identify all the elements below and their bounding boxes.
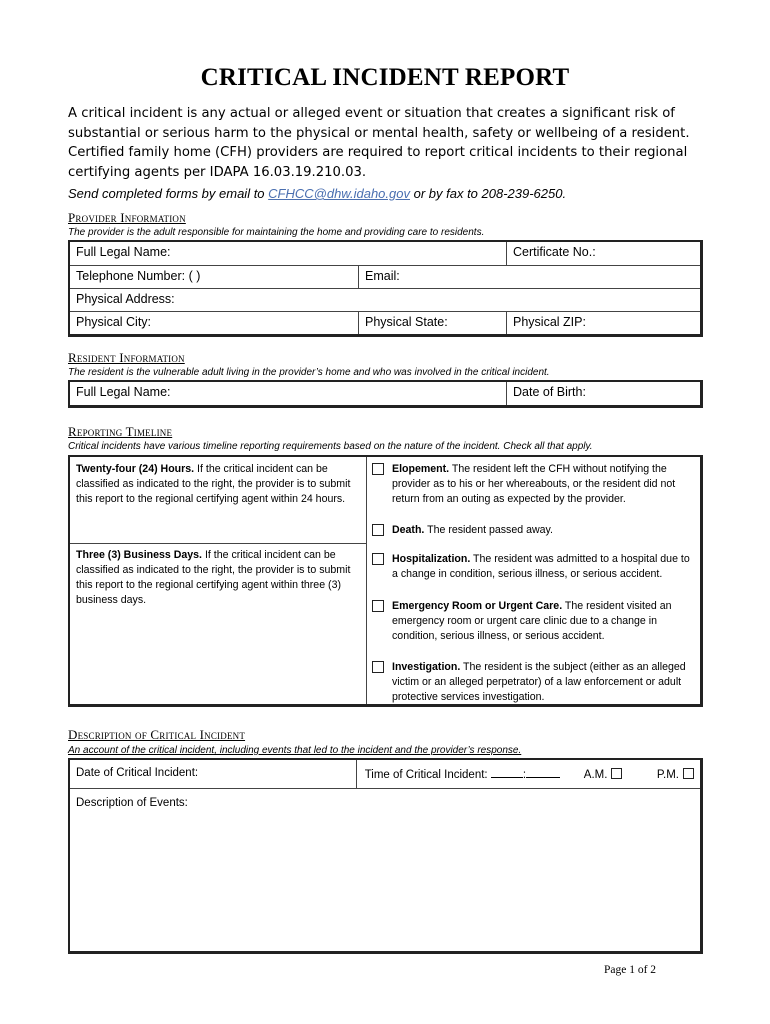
death-title: Death.: [392, 524, 425, 536]
send-prefix: Send completed forms by email to: [68, 186, 269, 201]
incident-date-field[interactable]: Date of Critical Incident:: [70, 760, 357, 788]
am-label: A.M.: [583, 769, 608, 781]
timeline-24-hours: [76, 462, 360, 507]
certificate-field[interactable]: Certificate No.:: [506, 242, 700, 265]
send-instructions: [68, 186, 566, 201]
resident-heading: Resident Information: [68, 350, 185, 365]
investigation-option[interactable]: [372, 660, 697, 705]
time-label: Time of Critical Incident:: [364, 769, 488, 781]
incident-time-field[interactable]: [357, 760, 700, 788]
send-suffix: or by fax to 208-239-6250.: [409, 186, 567, 201]
investigation-text: The resident is the subject (either as an alleged victim or an alleged perpetrator) of a law enforcement or adult protective services investigation.: [392, 661, 686, 703]
timeline-3-days: [76, 548, 360, 608]
resident-subtitle: The resident is the vulnerable adult living in the provider’s home and who was involved in the critical incident.: [68, 367, 550, 378]
page-title: CRITICAL INCIDENT REPORT: [200, 64, 570, 91]
description-heading: Description of Critical Incident: [68, 727, 246, 742]
timeline-heading: Reporting Timeline: [68, 424, 173, 439]
intro-paragraph: A critical incident is any actual or alleged event or situation that creates a significant risk of substantial or serious harm to the physical or mental health, safety or wellbeing of a resident. Certified family home (CFH) providers are required to report critical incidents to their regional certifying agents per IDAPA 16.03.19.210.03.: [68, 106, 690, 180]
death-option[interactable]: [372, 523, 697, 538]
timeline-table: [68, 455, 703, 707]
hour-blank[interactable]: [491, 767, 523, 778]
emergency-room-option[interactable]: [372, 599, 697, 644]
pm-label: P.M.: [656, 769, 679, 781]
time-colon: :: [522, 769, 527, 781]
description-subtitle: An account of the critical incident, including events that led to the incident and the provider’s response.: [68, 745, 522, 756]
events-field[interactable]: Description of Events:: [76, 797, 188, 809]
state-field[interactable]: Physical State:: [358, 312, 506, 334]
hospitalization-checkbox[interactable]: [372, 553, 384, 565]
investigation-title: Investigation.: [392, 661, 461, 673]
am-checkbox[interactable]: [611, 768, 622, 779]
telephone-field[interactable]: Telephone Number: ( ): [76, 269, 201, 283]
timeline-3-text: If the critical incident can be classified as indicated to the right, the provider is to submit this report to the regional certifying agent within three (3) business days.: [76, 549, 351, 606]
provider-subtitle: The provider is the adult responsible for maintaining the home and providing care to residents.: [68, 227, 485, 238]
email-field[interactable]: Email:: [358, 266, 700, 288]
emergency-room-text: The resident visited an emergency room or urgent care clinic due to a change in condition, serious illness, or serious accident.: [392, 600, 672, 642]
pm-checkbox[interactable]: [683, 768, 694, 779]
email-link[interactable]: CFHCC@dhw.idaho.gov: [268, 186, 410, 201]
dob-field[interactable]: Date of Birth:: [506, 382, 700, 405]
timeline-subtitle: Critical incidents have various timeline reporting requirements based on the nature of the incident. Check all that apply.: [68, 441, 593, 452]
elopement-option[interactable]: [372, 462, 697, 507]
page-number: Page 1 of 2: [604, 964, 657, 976]
resident-full-name-field[interactable]: Full Legal Name:: [76, 385, 171, 399]
investigation-checkbox[interactable]: [372, 661, 384, 673]
city-field[interactable]: Physical City:: [76, 315, 152, 329]
timeline-3-title: Three (3) Business Days.: [76, 549, 202, 561]
death-text: The resident passed away.: [424, 524, 553, 536]
provider-table: [68, 240, 703, 337]
provider-full-name-field[interactable]: Full Legal Name:: [76, 245, 171, 259]
provider-heading: Provider Information: [68, 210, 186, 225]
elopement-text: The resident left the CFH without notifying the provider as to his or her whereabouts, or the resident did not return from an outing as expected by the provider.: [392, 463, 676, 505]
emergency-room-title: Emergency Room or Urgent Care.: [392, 600, 563, 612]
timeline-24-title: Twenty-four (24) Hours.: [76, 463, 195, 475]
hospitalization-option[interactable]: [372, 552, 697, 582]
elopement-checkbox[interactable]: [372, 463, 384, 475]
emergency-room-checkbox[interactable]: [372, 600, 384, 612]
elopement-title: Elopement.: [392, 463, 450, 475]
description-table: [68, 758, 703, 954]
timeline-24-text: If the critical incident can be classified as indicated to the right, the provider is to submit this report to the regional certifying agent within 24 hours.: [76, 463, 351, 505]
zip-field[interactable]: Physical ZIP:: [506, 312, 700, 334]
resident-table: [68, 380, 703, 408]
hospitalization-title: Hospitalization.: [392, 553, 471, 565]
minute-blank[interactable]: [526, 767, 560, 778]
death-checkbox[interactable]: [372, 524, 384, 536]
address-field[interactable]: Physical Address:: [76, 292, 175, 306]
hospitalization-text: The resident was admitted to a hospital due to a change in condition, serious illness, or serious accident.: [392, 553, 690, 580]
